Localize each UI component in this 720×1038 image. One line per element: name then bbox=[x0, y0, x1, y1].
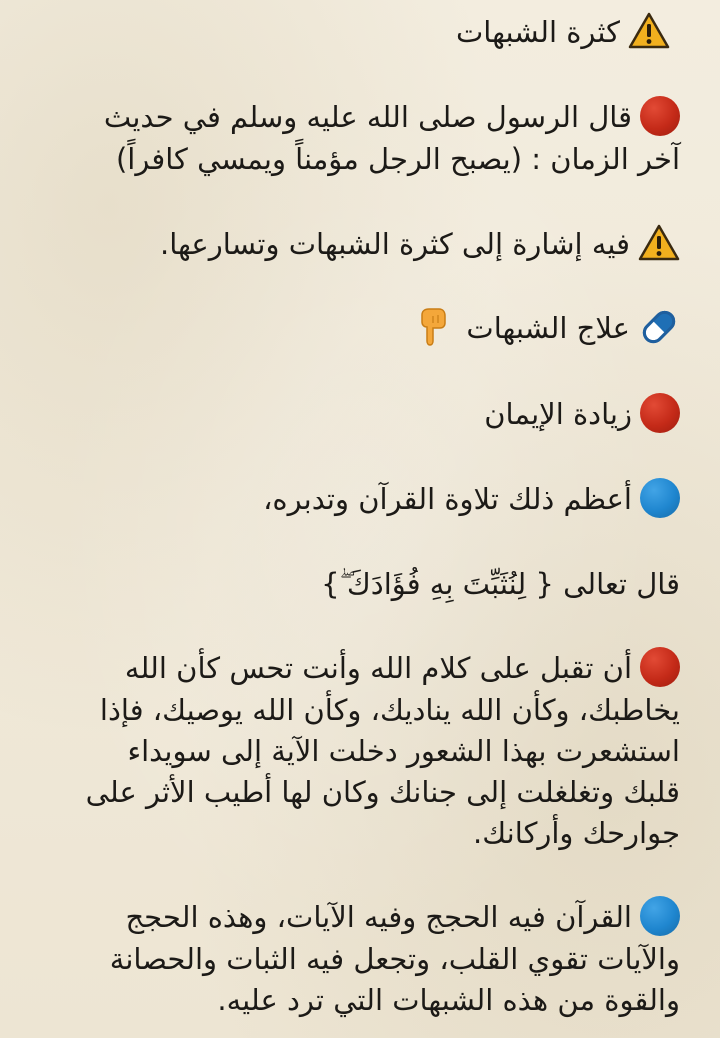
blue-circle-icon bbox=[640, 478, 680, 518]
red-circle-icon bbox=[640, 96, 680, 136]
quran-proofs-line-3: والقوة من هذه الشبهات التي ترد عليه. bbox=[217, 983, 680, 1017]
treatment-text: علاج الشبهات bbox=[466, 311, 630, 345]
blue-circle-icon bbox=[640, 896, 680, 936]
pill-icon bbox=[638, 306, 680, 348]
quran-proofs-paragraph bbox=[40, 897, 680, 1021]
increase-faith-text: زيادة الإيمان bbox=[484, 397, 632, 431]
approach-line-3: استشعرت بهذا الشعور دخلت الآية إلى سويداء bbox=[127, 734, 680, 768]
heading-many-doubts bbox=[40, 12, 680, 53]
verse-text: قال تعالى { لِنُثَبِّتَ بِهِ فُؤَادَكَ ۖ} bbox=[321, 567, 680, 601]
hint-text: فيه إشارة إلى كثرة الشبهات وتسارعها. bbox=[160, 227, 630, 261]
approach-line-5: جوارحك وأركانك. bbox=[473, 816, 680, 850]
quran-proofs-line-1: القرآن فيه الحجج وفيه الآيات، وهذه الحجج bbox=[125, 900, 632, 934]
backhand-index-pointing-down-icon bbox=[419, 307, 447, 347]
red-circle-icon bbox=[640, 647, 680, 687]
treatment-heading bbox=[40, 308, 680, 351]
quran-proofs-line-2: والآيات تقوي القلب، وتجعل فيه الثبات والحصانة bbox=[109, 942, 680, 976]
heading-text: كثرة الشبهات bbox=[456, 15, 620, 49]
approach-line-1: أن تقبل على كلام الله وأنت تحس كأن الله bbox=[124, 651, 632, 685]
approach-line-2: يخاطبك، وكأن الله يناديك، وكأن الله يوصيك، فإذا bbox=[99, 693, 680, 727]
approach-line-4: قلبك وتغلغلت إلى جنانك وكان لها أطيب الأثر على bbox=[85, 775, 680, 809]
hadith-paragraph bbox=[40, 97, 680, 180]
hadith-line-2: آخر الزمان : (يصبح الرجل مؤمناً ويمسي كافراً) bbox=[115, 142, 680, 176]
increase-faith-item bbox=[40, 394, 680, 436]
quran-recitation-text: أعظم ذلك تلاوة القرآن وتدبره، bbox=[263, 482, 632, 516]
verse-quote bbox=[40, 564, 680, 605]
hadith-line-1: قال الرسول صلى الله عليه وسلم في حديث bbox=[103, 100, 632, 134]
hint-paragraph bbox=[40, 224, 680, 265]
red-circle-icon bbox=[640, 393, 680, 433]
warning-icon bbox=[638, 224, 680, 262]
approach-paragraph bbox=[40, 648, 680, 854]
quran-recitation-item bbox=[40, 479, 680, 521]
warning-icon bbox=[628, 12, 670, 50]
